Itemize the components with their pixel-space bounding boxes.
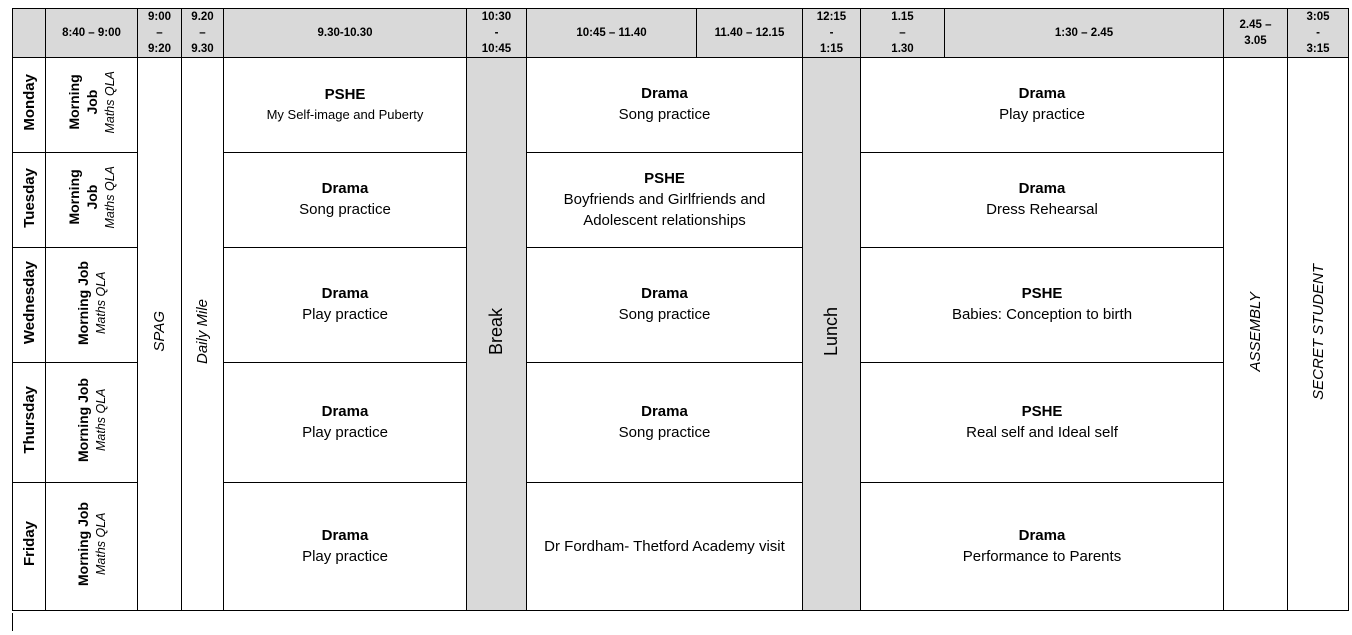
- header-row: [13, 9, 1349, 58]
- lesson-thu-p3: PSHE Real self and Ideal self: [861, 363, 1224, 483]
- morning-job-wednesday: Morning Job Maths QLA: [46, 248, 138, 363]
- lesson-fri-p2: Dr Fordham- Thetford Academy visit: [527, 483, 803, 611]
- break-cell: Break: [467, 58, 527, 611]
- day-tuesday: Tuesday: [13, 153, 46, 248]
- header-time-900: 9:00 – 9:20: [138, 9, 182, 58]
- header-time-1140: 11.40 – 12.15: [697, 9, 803, 58]
- assembly-cell: ASSEMBLY: [1224, 58, 1288, 611]
- row-monday: [13, 58, 1349, 153]
- lesson-fri-p3: Drama Performance to Parents: [861, 483, 1224, 611]
- lesson-thu-p1: Drama Play practice: [224, 363, 467, 483]
- day-thursday: Thursday: [13, 363, 46, 483]
- lesson-thu-p2: Drama Song practice: [527, 363, 803, 483]
- secret-student-cell: SECRET STUDENT: [1288, 58, 1349, 611]
- lesson-tue-p2: PSHE Boyfriends and Girlfriends and Adolescent relationships: [527, 153, 803, 248]
- header-corner: [13, 9, 46, 58]
- lesson-mon-p3: Drama Play practice: [861, 58, 1224, 153]
- header-time-245: 2.45 – 3.05: [1224, 9, 1288, 58]
- lesson-mon-p1: PSHE My Self-image and Puberty: [224, 58, 467, 153]
- header-time-1215: 12:15 - 1:15: [803, 9, 861, 58]
- lesson-wed-p2: Drama Song practice: [527, 248, 803, 363]
- day-monday: Monday: [13, 58, 46, 153]
- header-time-840: 8:40 – 9:00: [46, 9, 138, 58]
- lesson-fri-p1: Drama Play practice: [224, 483, 467, 611]
- lesson-tue-p1: Drama Song practice: [224, 153, 467, 248]
- header-time-930: 9.30-10.30: [224, 9, 467, 58]
- header-time-1045: 10:45 – 11.40: [527, 9, 697, 58]
- header-time-920: 9.20 – 9.30: [182, 9, 224, 58]
- timetable: [12, 8, 1349, 611]
- day-friday: Friday: [13, 483, 46, 611]
- lesson-mon-p2: Drama Song practice: [527, 58, 803, 153]
- lesson-tue-p3: Drama Dress Rehearsal: [861, 153, 1224, 248]
- lesson-wed-p3: PSHE Babies: Conception to birth: [861, 248, 1224, 363]
- header-time-1030: 10:30 - 10:45: [467, 9, 527, 58]
- text-cursor: [12, 613, 13, 631]
- header-time-115: 1.15 – 1.30: [861, 9, 945, 58]
- lesson-wed-p1: Drama Play practice: [224, 248, 467, 363]
- morning-job-monday: Morning Job Maths QLA: [46, 58, 138, 153]
- header-time-130: 1:30 – 2.45: [945, 9, 1224, 58]
- daily-mile-cell: Daily Mile: [182, 58, 224, 611]
- lunch-cell: Lunch: [803, 58, 861, 611]
- header-time-305: 3:05 - 3:15: [1288, 9, 1349, 58]
- morning-job-tuesday: Morning Job Maths QLA: [46, 153, 138, 248]
- day-wednesday: Wednesday: [13, 248, 46, 363]
- morning-job-thursday: Morning Job Maths QLA: [46, 363, 138, 483]
- morning-job-friday: Morning Job Maths QLA: [46, 483, 138, 611]
- spag-cell: SPAG: [138, 58, 182, 611]
